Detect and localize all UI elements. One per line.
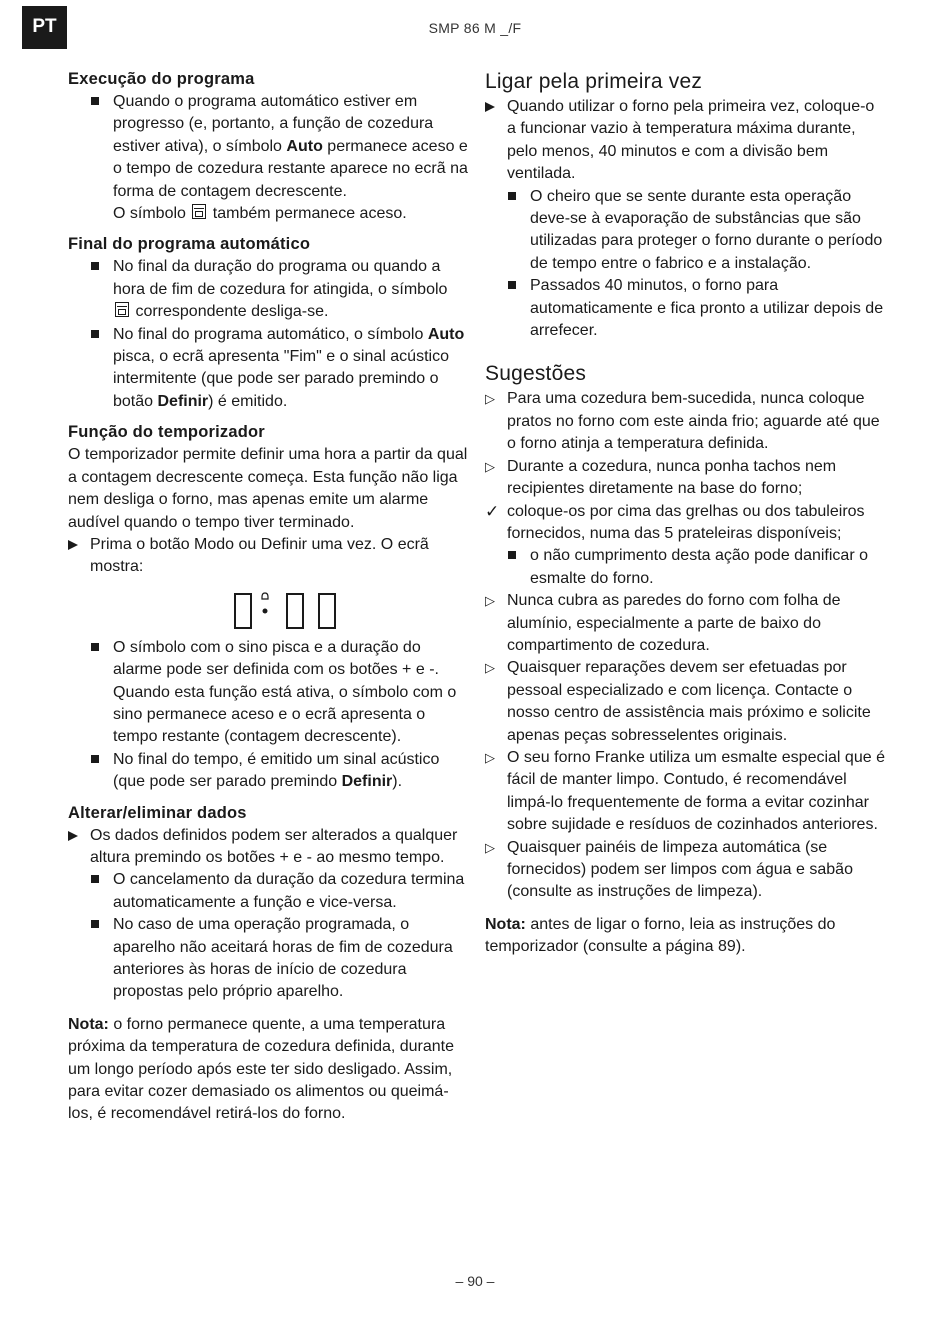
item-text: No final do tempo, é emitido um sinal acústico (que pode ser parado premindo Definir). bbox=[113, 750, 440, 791]
square-bullet-icon bbox=[508, 192, 516, 200]
note bbox=[68, 1014, 468, 1126]
arrow-bullet-icon bbox=[485, 102, 495, 112]
list-item bbox=[68, 534, 468, 579]
hollow-arrow-icon: ▷ bbox=[485, 458, 495, 474]
oven-icon bbox=[115, 302, 129, 317]
list-item bbox=[485, 545, 885, 590]
arrow-bullet-icon bbox=[68, 540, 78, 550]
item-text: Quaisquer reparações devem ser efetuadas por pessoal especializado e com licença. Contacte o nosso centro de assistência mais próximo e solicite apenas peças sobresselentes originais. bbox=[507, 659, 871, 744]
section-title: Execução do programa bbox=[68, 70, 255, 88]
square-bullet-icon bbox=[91, 875, 99, 883]
list-item bbox=[68, 91, 468, 225]
square-bullet-icon bbox=[508, 281, 516, 289]
list-item bbox=[485, 96, 885, 186]
checkmark-icon: ✓ bbox=[485, 501, 500, 521]
list-item bbox=[68, 637, 468, 749]
list-item bbox=[485, 388, 885, 455]
item-text: O cancelamento da duração da cozedura termina automaticamente a função e vice-versa. bbox=[113, 871, 465, 911]
item-text: Os dados definidos podem ser alterados a qualquer altura premindo os botões + e - ao mesmo tempo. bbox=[90, 826, 458, 866]
item-text: No final do programa automático, o símbolo Auto pisca, o ecrã apresenta "Fim" e o sinal acústico intermitente (que pode ser parado premindo o botão Definir) é emitido. bbox=[113, 325, 465, 410]
section-timer-function bbox=[68, 421, 468, 793]
item-text: Prima o botão Modo ou Definir uma vez. O ecrã mostra: bbox=[90, 535, 429, 576]
section-title: Final do programa automático bbox=[68, 235, 311, 254]
timer-display bbox=[108, 591, 468, 631]
model-header: SMP 86 M _/F bbox=[428, 20, 522, 36]
square-bullet-icon bbox=[91, 330, 99, 338]
item-text: O cheiro que se sente durante esta operação deve-se à evaporação de substâncias que são utilizadas para proteger o forno durante o período de tempo entre o fabrico e a instalação. bbox=[530, 187, 883, 272]
list-item bbox=[485, 501, 885, 546]
square-bullet-icon bbox=[91, 97, 99, 105]
section-change-delete-data bbox=[68, 802, 468, 1004]
section-heading: Sugestões bbox=[485, 362, 587, 386]
square-bullet-icon bbox=[91, 920, 99, 928]
item-text: Quando o programa automático estiver em progresso (e, portanto, a função de cozedura estiver ativa), o símbolo Auto permanece aceso e o tempo de cozedura restante aparece no ecrã na forma de contagem decrescente. O símbolo também permanece aceso. bbox=[113, 93, 468, 223]
list-item bbox=[68, 749, 468, 794]
item-text: O símbolo com o sino pisca e a duração do alarme pode ser definida com os botões + e -. Quando esta função está ativa, o símbolo com o sino permanece aceso e o ecrã apresenta o tempo restante (contagem decrescente). bbox=[113, 638, 457, 746]
hollow-arrow-icon: ▷ bbox=[485, 749, 495, 765]
list-item bbox=[68, 869, 468, 914]
hollow-arrow-icon: ▷ bbox=[485, 593, 495, 609]
colon-dot bbox=[263, 608, 268, 613]
section-title: Função do temporizador bbox=[68, 423, 265, 442]
hollow-arrow-icon: ▷ bbox=[485, 660, 495, 676]
list-item bbox=[68, 914, 468, 1004]
item-text: O seu forno Franke utiliza um esmalte especial que é fácil de manter limpo. Contudo, é recomendável limpá-lo frequentemente de forma a evitar cozinhar sobre sujidade e resíduos de cozinhados anteriores. bbox=[507, 748, 885, 834]
left-column bbox=[68, 68, 468, 1126]
item-text: Durante a cozedura, nunca ponha tachos nem recipientes diretamente na base do forno; bbox=[507, 457, 837, 498]
item-text: Quaisquer painéis de limpeza automática (se fornecidos) podem ser limpos com água e sabão (consulte as instruções de limpeza). bbox=[507, 838, 853, 901]
page-number: – 90 – bbox=[455, 1273, 495, 1289]
square-bullet-icon bbox=[91, 643, 99, 651]
item-text: No caso de uma operação programada, o aparelho não aceitará horas de fim de cozedura anteriores às horas de início de cozedura propostas pelo próprio aparelho. bbox=[113, 916, 453, 1001]
section-auto-program-end bbox=[68, 233, 468, 413]
arrow-bullet-icon bbox=[68, 831, 78, 841]
item-text: No final da duração do programa ou quando a hora de fim de cozedura for atingida, o símbolo correspondente desliga-se. bbox=[113, 258, 448, 321]
note-text: Nota: o forno permanece quente, a uma temperatura próxima da temperatura de cozedura definida, durante um longo período após este ter sido desligado. Assim, para evitar cozer demasiado os alimentos ou queimá-los, é recomendável retirá-los do forno. bbox=[68, 1015, 455, 1123]
item-text: coloque-os por cima das grelhas ou dos tabuleiros fornecidos, numa das 5 prateleiras disponíveis; bbox=[507, 502, 865, 542]
square-bullet-icon bbox=[508, 551, 516, 559]
section-heading: Ligar pela primeira vez bbox=[485, 70, 703, 93]
square-bullet-icon bbox=[91, 262, 99, 270]
list-item bbox=[68, 256, 468, 323]
hollow-arrow-icon: ▷ bbox=[485, 391, 495, 407]
item-text: Para uma cozedura bem-sucedida, nunca coloque pratos no forno com este ainda frio; aguarde até que o forno atinja a temperatura definida. bbox=[507, 390, 880, 453]
list-item bbox=[68, 825, 468, 870]
list-item bbox=[68, 324, 468, 414]
list-item bbox=[485, 275, 885, 342]
paragraph: O temporizador permite definir uma hora a partir da qual a contagem decrescente começa. Esta função não liga nem desliga o forno, mas apenas emite um alarme audível quando o tempo tiver terminado. bbox=[68, 446, 468, 531]
list-item bbox=[485, 837, 885, 904]
section-title: Alterar/eliminar dados bbox=[68, 803, 247, 822]
list-item bbox=[485, 747, 885, 837]
item-text: o não cumprimento desta ação pode danificar o esmalte do forno. bbox=[530, 547, 868, 587]
list-item bbox=[485, 657, 885, 747]
section-program-execution bbox=[68, 68, 468, 225]
oven-icon bbox=[192, 204, 206, 219]
auto-label: Auto bbox=[286, 137, 323, 155]
item-text: Passados 40 minutos, o forno para automaticamente e fica pronto a utilizar depois de arrefecer. bbox=[530, 277, 884, 340]
item-text: Nunca cubra as paredes do forno com folha de alumínio, especialmente a parte de baixo do compartimento de cozedura. bbox=[507, 592, 841, 654]
item-text: Quando utilizar o forno pela primeira vez, coloque-o a funcionar vazio à temperatura máxima durante, pelo menos, 40 minutos e com a divisão bem ventilada. bbox=[507, 98, 875, 183]
note-text: Nota: antes de ligar o forno, leia as instruções do temporizador (consulte a página 89). bbox=[485, 915, 836, 956]
note bbox=[485, 914, 885, 959]
list-item bbox=[485, 456, 885, 501]
language-badge: PT bbox=[22, 6, 67, 49]
hollow-arrow-icon: ▷ bbox=[485, 839, 495, 855]
list-item bbox=[485, 186, 885, 276]
right-column bbox=[485, 68, 885, 959]
square-bullet-icon bbox=[91, 755, 99, 763]
list-item bbox=[485, 590, 885, 657]
seven-segment-display bbox=[232, 591, 344, 631]
